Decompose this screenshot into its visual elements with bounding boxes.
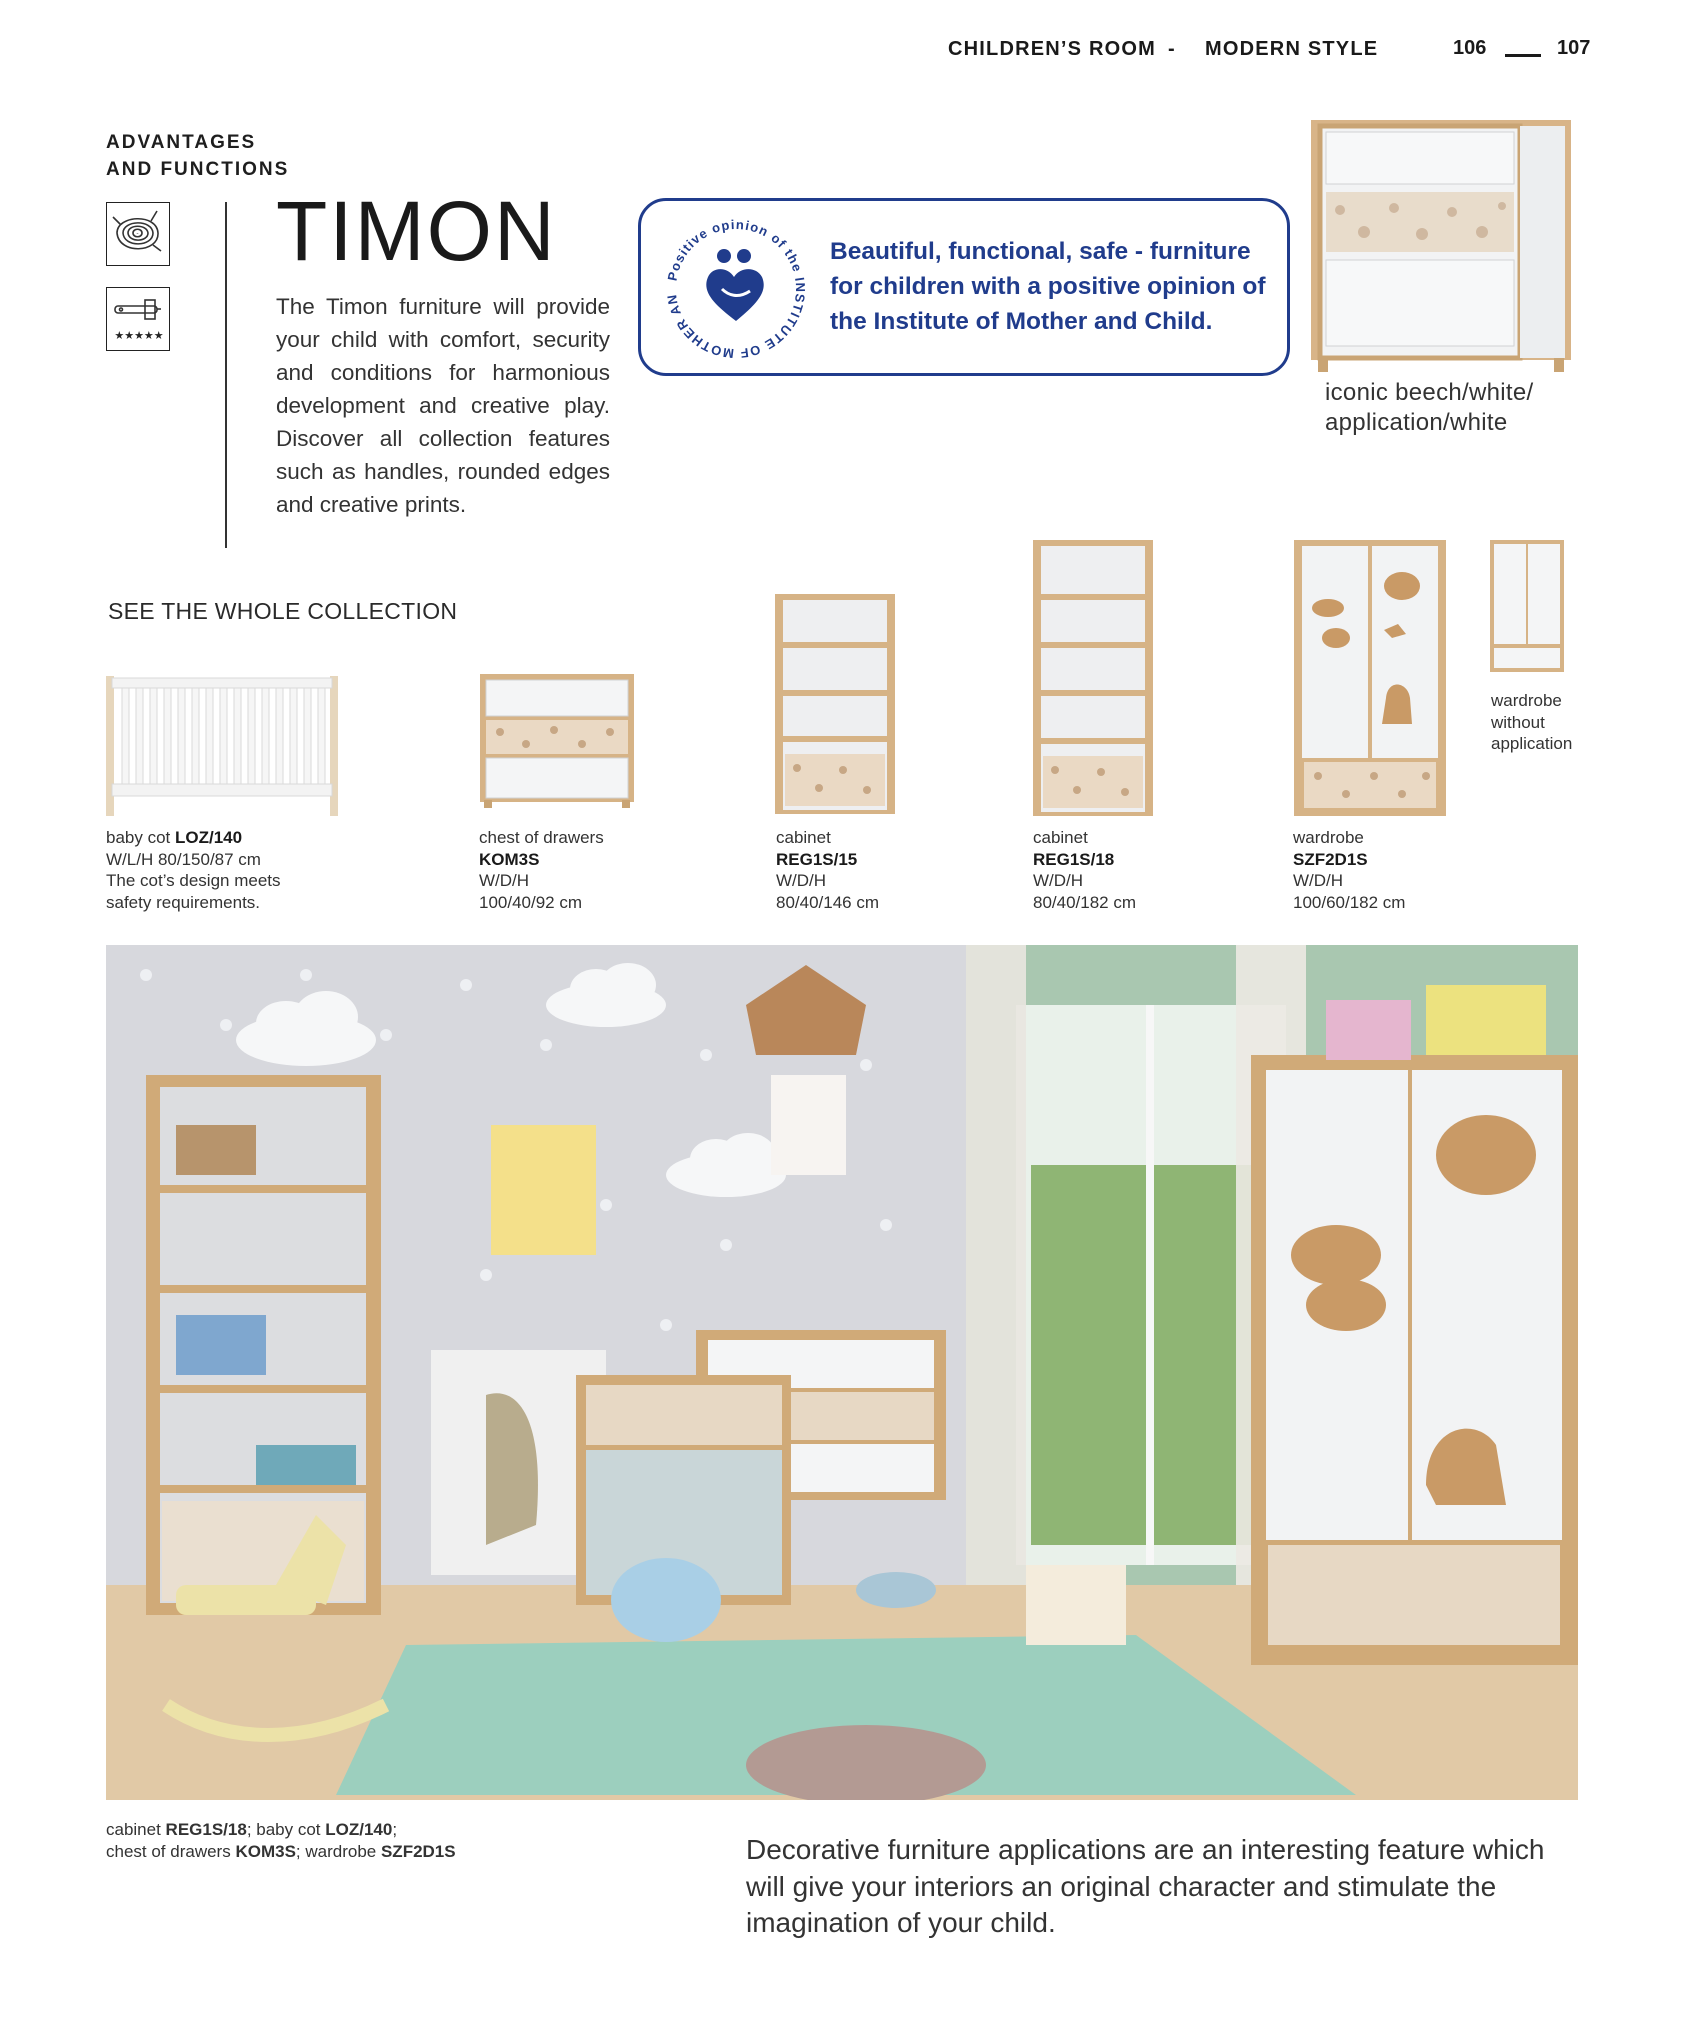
- rating-stars: ★★★★★: [114, 330, 164, 342]
- wardrobe-plain-thumbnail: [1488, 538, 1566, 674]
- photo-caption: cabinet REG1S/18; baby cot LOZ/140; chest of drawers KOM3S; wardrobe SZF2D1S: [106, 1820, 456, 1861]
- product-intro: The Timon furniture will provide your child with comfort, security and conditions for harmonious development and creative play. Discover all collection features such as handles, rounded edges and creative prints.: [276, 294, 610, 517]
- page-number-right: 107: [1557, 37, 1591, 59]
- wardrobe-plain-caption: wardrobe without application: [1491, 691, 1573, 753]
- decorative-applications-text: Decorative furniture applications are an interesting feature which will give your interiors an original character and stimulate the imagination of your child.: [746, 1834, 1545, 1938]
- cabinet-18-thumbnail: [1031, 538, 1155, 818]
- header-style: MODERN STYLE: [1205, 38, 1379, 60]
- wardrobe-caption: wardrobe SZF2D1S W/D/H 100/60/182 cm: [1293, 828, 1406, 912]
- see-collection-heading: SEE THE WHOLE COLLECTION: [108, 598, 458, 624]
- institute-seal: [650, 203, 822, 375]
- wardrobe-thumbnail: [1292, 538, 1448, 818]
- cabinet-18-caption: cabinet REG1S/18 W/D/H 80/40/182 cm: [1033, 828, 1137, 912]
- page-number-left: 106: [1453, 37, 1487, 59]
- advantages-title: ADVANTAGES AND FUNCTIONS: [106, 132, 290, 180]
- chest-of-drawers-caption: chest of drawers KOM3S W/D/H 100/40/92 cm: [479, 828, 604, 912]
- featured-chest-image: [1306, 112, 1576, 374]
- wood-grain-icon: [106, 202, 170, 266]
- divider-line: [225, 202, 227, 548]
- cabinet-15-thumbnail: [773, 592, 897, 818]
- baby-cot-caption: baby cot LOZ/140 W/L/H 80/150/87 cm The cot’s design meets safety requirements.: [106, 828, 281, 912]
- featured-caption: iconic beech/white/ application/white: [1325, 379, 1534, 436]
- svg-text:Positive opinion of the INSTIT: Positive opinion of the INSTITUTE OF MOTHER AN: [664, 216, 809, 362]
- handle-rating-icon: [106, 287, 170, 351]
- header-separator: -: [1168, 38, 1176, 60]
- baby-cot-thumbnail: [104, 672, 340, 818]
- room-photo: [106, 945, 1578, 1800]
- badge-text: Beautiful, functional, safe - furniture for children with a positive opinion of the Institute of Mother and Child.: [830, 238, 1266, 335]
- product-title: TIMON: [276, 184, 557, 278]
- cabinet-15-caption: cabinet REG1S/15 W/D/H 80/40/146 cm: [776, 828, 880, 912]
- header-section: CHILDREN’S ROOM: [948, 38, 1156, 60]
- page-number-dash: [1505, 54, 1541, 57]
- chest-of-drawers-thumbnail: [478, 672, 636, 809]
